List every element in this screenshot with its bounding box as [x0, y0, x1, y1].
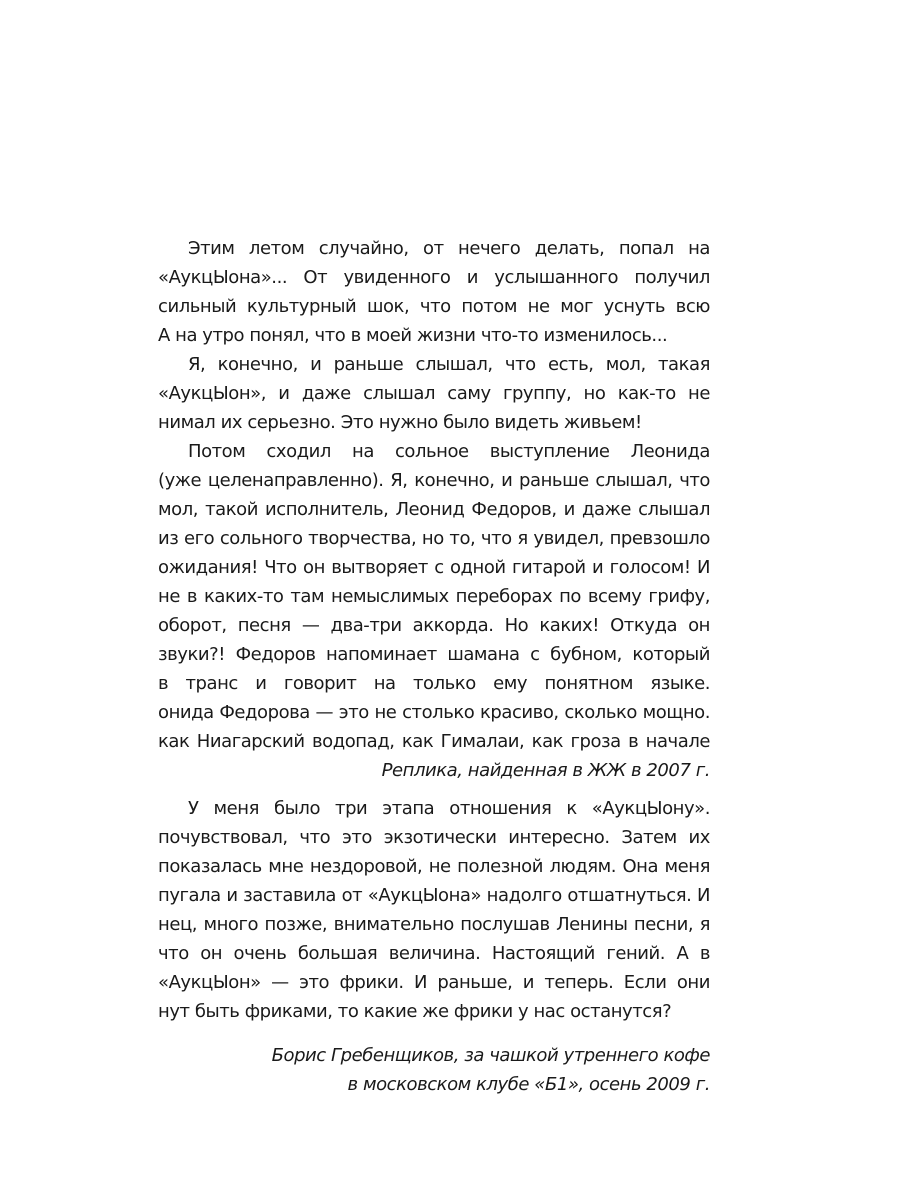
text-line: в транс и говорит на только ему понятном языке. [158, 673, 710, 694]
text-line: ожидания! Что он вытворяет с одной гитарой и голосом! И [158, 557, 710, 578]
text-line: показалась мне нездоровой, не полезной людям. Она меня [158, 856, 710, 877]
text-line: У меня было три этапа отношения к «АукцЫону». [188, 798, 710, 819]
text-line: онида Федорова — это не столько красиво, сколько мощно. [158, 702, 710, 723]
signature: Борис Гребенщиков, за чашкой утреннего кофе [271, 1045, 710, 1066]
text-line: «АукцЫона»... От увиденного и услышанного получил [158, 267, 710, 288]
text-line: оборот, песня — два-три аккорда. Но каких! Откуда он [158, 615, 710, 636]
text-line: почувствовал, что это экзотически интересно. Затем их [158, 827, 710, 848]
text-line: нут быть фриками, то какие же фрики у нас останутся? [158, 1001, 672, 1022]
text-line: (уже целенаправленно). Я, конечно, и раньше слышал, что [158, 470, 710, 491]
signature: Реплика, найденная в ЖЖ в 2007 г. [381, 760, 710, 781]
paragraph [158, 350, 710, 437]
entry-grebenshchikov-quote [158, 794, 710, 1099]
text-line: как Ниагарский водопад, как Гималаи, как гроза в начале [158, 731, 710, 752]
signature: в московском клубе «Б1», осень 2009 г. [347, 1074, 710, 1095]
text-line: Я, конечно, и раньше слышал, что есть, мол, такая [188, 354, 710, 375]
text-line: «АукцЫон», и даже слышал саму группу, но как-то не [158, 383, 710, 404]
text-line: сильный культурный шок, что потом не мог уснуть всю [158, 296, 710, 317]
text-line: «АукцЫон» — это фрики. И раньше, и теперь. Если они [158, 972, 710, 993]
text-line: Потом сходил на сольное выступление Леонида [188, 441, 710, 462]
text-line: А на утро понял, что в моей жизни что-то изменилось... [158, 325, 668, 346]
paragraph [158, 234, 710, 350]
text-line: нимал их серьезно. Это нужно было видеть живьем! [158, 412, 642, 433]
entry-fan-reply [158, 234, 710, 785]
text-line: пугала и заставила от «АукцЫона» надолго отшатнуться. И [158, 885, 710, 906]
text-line: звуки?! Федоров напоминает шамана с бубном, который [158, 644, 710, 665]
text-line: мол, такой исполнитель, Леонид Федоров, и даже слышал [158, 499, 710, 520]
paragraph [158, 437, 710, 756]
text-line: не в каких-то там немыслимых переборах по всему грифу, [158, 586, 710, 607]
paragraph [158, 794, 710, 1026]
text-line: Этим летом случайно, от нечего делать, попал на [188, 238, 710, 259]
text-line: что он очень большая величина. Настоящий гений. А в [158, 943, 710, 964]
text-line: из его сольного творчества, но то, что я увидел, превзошло [158, 528, 710, 549]
text-line: нец, много позже, внимательно послушав Ленины песни, я [158, 914, 710, 935]
spacer [158, 1026, 710, 1041]
